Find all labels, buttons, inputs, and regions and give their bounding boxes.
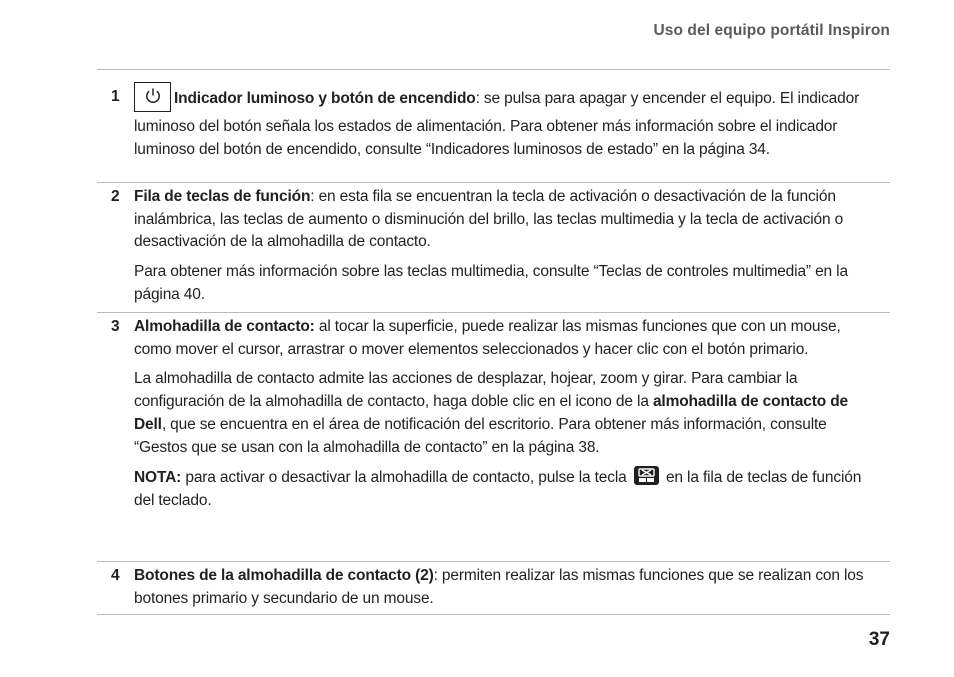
item-number: 1	[111, 88, 120, 105]
item-title: Indicador luminoso y botón de encendido	[174, 90, 476, 107]
item-text: : se pulsa para apagar y encender el equipo. El indicador luminoso del botón señala los estados de alimentación. Para obtener más información sobre el indicador luminoso del botón de encendido, consulte “Indicadores luminosos de estado” en la página 34.	[134, 90, 860, 158]
divider	[97, 312, 890, 313]
item-text: : en esta fila se encuentran la tecla de activación o desactivación de la función inalámbrica, las teclas de aumento o disminución del brillo, las teclas multimedia y la tecla de activación o desactivación de la almohadilla de contacto.	[134, 188, 844, 251]
item-text: al tocar la superficie, puede realizar las mismas funciones que con un mouse, como mover el cursor, arrastrar o mover elementos seleccionados y hacer clic con el botón primario.	[134, 318, 841, 358]
item-number: 4	[111, 567, 120, 584]
item-text: : permiten realizar las mismas funciones que se realizan con los botones primario y secundario de un mouse.	[134, 567, 864, 607]
item-number: 3	[111, 318, 120, 335]
divider	[97, 69, 890, 70]
running-header: Uso del equipo portátil Inspiron	[653, 22, 890, 39]
item-paragraph: Para obtener más información sobre las teclas multimedia, consulte “Teclas de controles multimedia” en la página 40.	[134, 263, 848, 303]
list-item-4	[97, 565, 890, 610]
item-title: Almohadilla de contacto:	[134, 318, 315, 335]
note-text: para activar o desactivar la almohadilla de contacto, pulse la tecla	[181, 469, 631, 487]
list-item-1	[97, 86, 890, 161]
item-paragraph-cont: , que se encuentra en el área de notificación del escritorio. Para obtener más información, consulte “Gestos que se usan con la almohadilla de contacto” en la página 38.	[134, 415, 827, 456]
item-paragraph: La almohadilla de contacto admite las acciones de desplazar, hojear, zoom y girar. Para cambiar la configuración de la almohadilla de contacto, haga doble clic en el icono de la	[134, 370, 798, 411]
touchpad-toggle-key-icon	[634, 466, 659, 485]
item-number: 2	[111, 188, 120, 205]
list-item-2	[97, 186, 890, 307]
note-text-cont: en la fila de teclas de función del teclado.	[134, 469, 862, 509]
note-label: NOTA:	[134, 469, 182, 487]
power-icon	[134, 82, 171, 112]
item-title: Fila de teclas de función	[134, 188, 311, 205]
divider	[97, 561, 890, 562]
dell-touchpad-name: almohadilla de contacto de Dell	[134, 393, 849, 433]
list-item-3	[97, 316, 890, 513]
item-title: Botones de la almohadilla de contacto (2)	[134, 567, 434, 584]
divider	[97, 614, 890, 615]
page-number: 37	[868, 629, 890, 650]
divider	[97, 182, 890, 183]
